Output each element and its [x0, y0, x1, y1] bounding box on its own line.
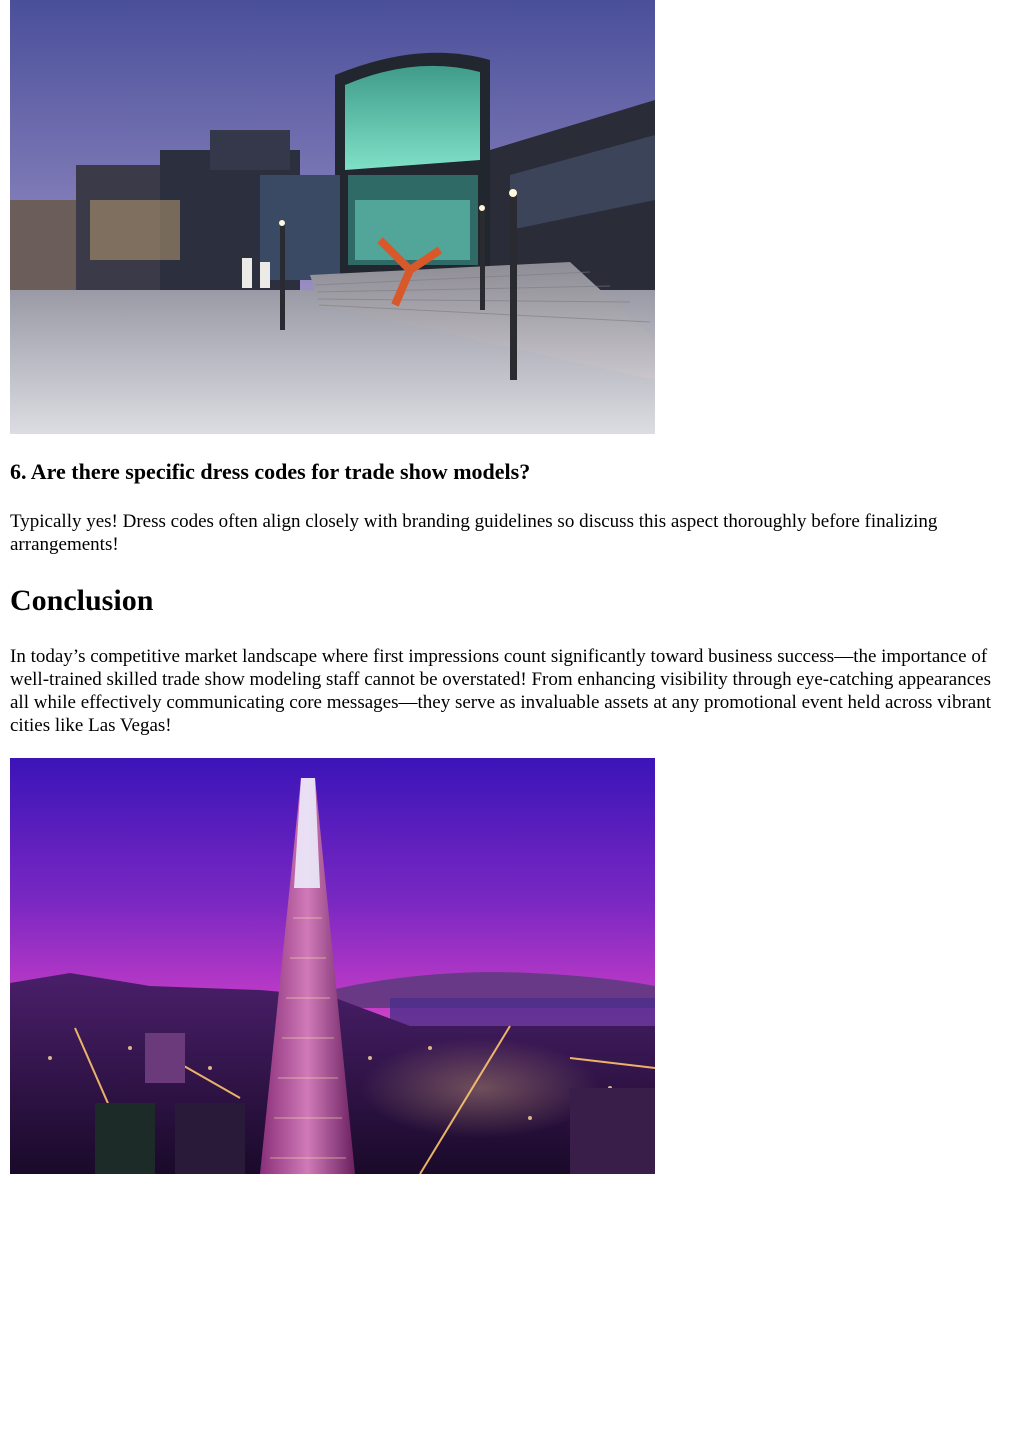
conclusion-heading: Conclusion [10, 584, 154, 617]
conclusion-paragraph: In today’s competitive market landscape where first impressions count significantly toward business success—the importance of well-trained skilled trade show modeling staff cannot be overstated! From enhancing visibility through eye-catching appearances all while effectively communicating core messages—they serve as invaluable assets at any promotional event held across vibrant cities like Las Vegas! [10, 646, 992, 736]
city-skyline-graphic [10, 758, 655, 1174]
faq-question-heading: 6. Are there specific dress codes for trade show models? [10, 459, 531, 484]
city-skyline-photo [10, 758, 655, 1174]
building-photo [10, 0, 655, 434]
faq-answer-paragraph: Typically yes! Dress codes often align closely with branding guidelines so discuss this aspect thoroughly before finalizing arrangements! [10, 511, 938, 555]
building-photo-graphic [10, 0, 655, 434]
